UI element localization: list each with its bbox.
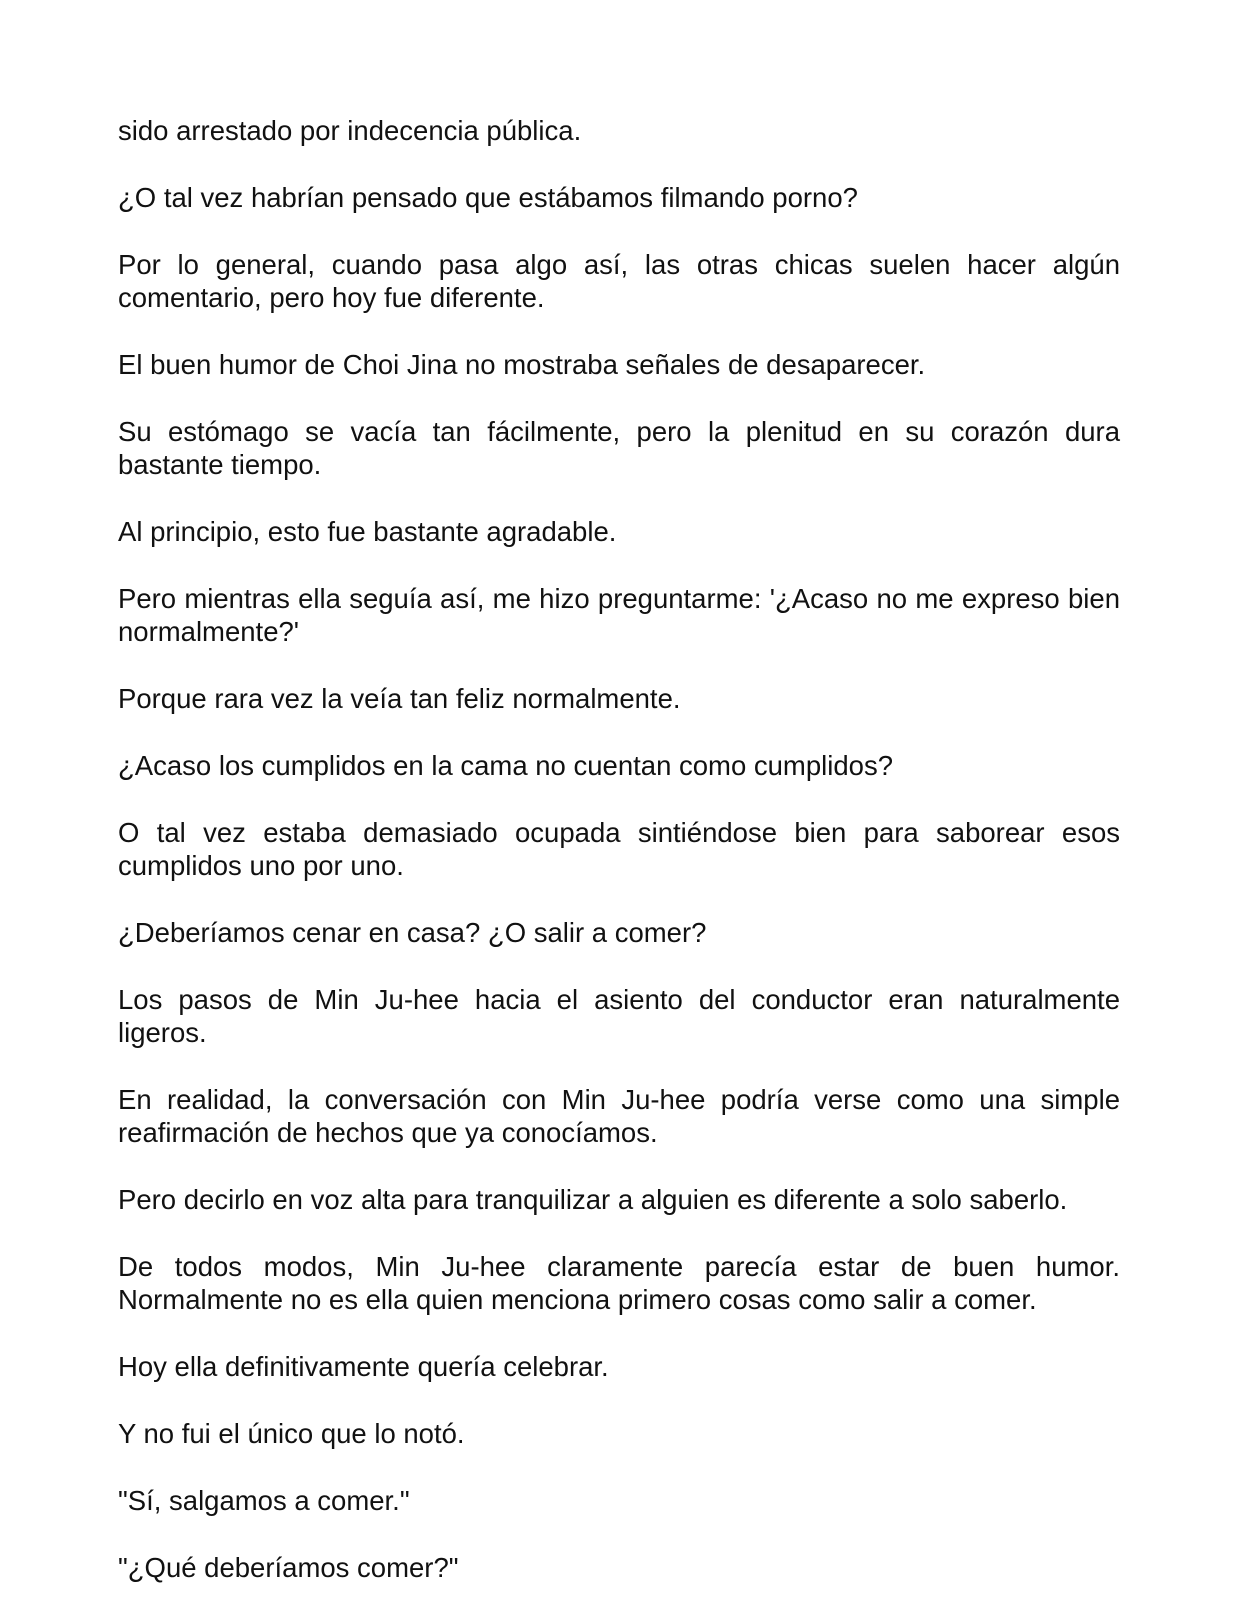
paragraph: ¿O tal vez habrían pensado que estábamos filmando porno? <box>118 182 858 213</box>
paragraph: "¿Qué deberíamos comer?" <box>118 1552 459 1583</box>
paragraph: Pero mientras ella seguía así, me hizo preguntarme: '¿Acaso no me expreso bien normalmente?' <box>118 583 1120 647</box>
paragraph: Porque rara vez la veía tan feliz normalmente. <box>118 683 681 714</box>
paragraph: Los pasos de Min Ju-hee hacia el asiento del conductor eran naturalmente ligeros. <box>118 984 1120 1048</box>
paragraph: ¿Deberíamos cenar en casa? ¿O salir a comer? <box>118 917 707 948</box>
paragraph: El buen humor de Choi Jina no mostraba señales de desaparecer. <box>118 349 926 380</box>
paragraph: En realidad, la conversación con Min Ju-hee podría verse como una simple reafirmación de hechos que ya conocíamos. <box>118 1084 1120 1148</box>
paragraph: Hoy ella definitivamente quería celebrar. <box>118 1351 609 1382</box>
paragraph: "Sí, salgamos a comer." <box>118 1485 410 1516</box>
paragraph: O tal vez estaba demasiado ocupada sintiéndose bien para saborear esos cumplidos uno por uno. <box>118 817 1120 881</box>
paragraph: Pero decirlo en voz alta para tranquilizar a alguien es diferente a solo saberlo. <box>118 1184 1068 1215</box>
paragraph: sido arrestado por indecencia pública. <box>118 115 582 146</box>
paragraph: ¿Acaso los cumplidos en la cama no cuentan como cumplidos? <box>118 750 893 781</box>
paragraph: Por lo general, cuando pasa algo así, las otras chicas suelen hacer algún comentario, pero hoy fue diferente. <box>118 249 1120 313</box>
paragraph: Y no fui el único que lo notó. <box>118 1418 465 1449</box>
paragraph: De todos modos, Min Ju-hee claramente parecía estar de buen humor. Normalmente no es ella quien menciona primero cosas como salir a comer. <box>118 1251 1120 1315</box>
document-text <box>118 114 1120 1618</box>
paragraph: Su estómago se vacía tan fácilmente, pero la plenitud en su corazón dura bastante tiempo. <box>118 416 1120 480</box>
paragraph: Al principio, esto fue bastante agradable. <box>118 516 617 547</box>
